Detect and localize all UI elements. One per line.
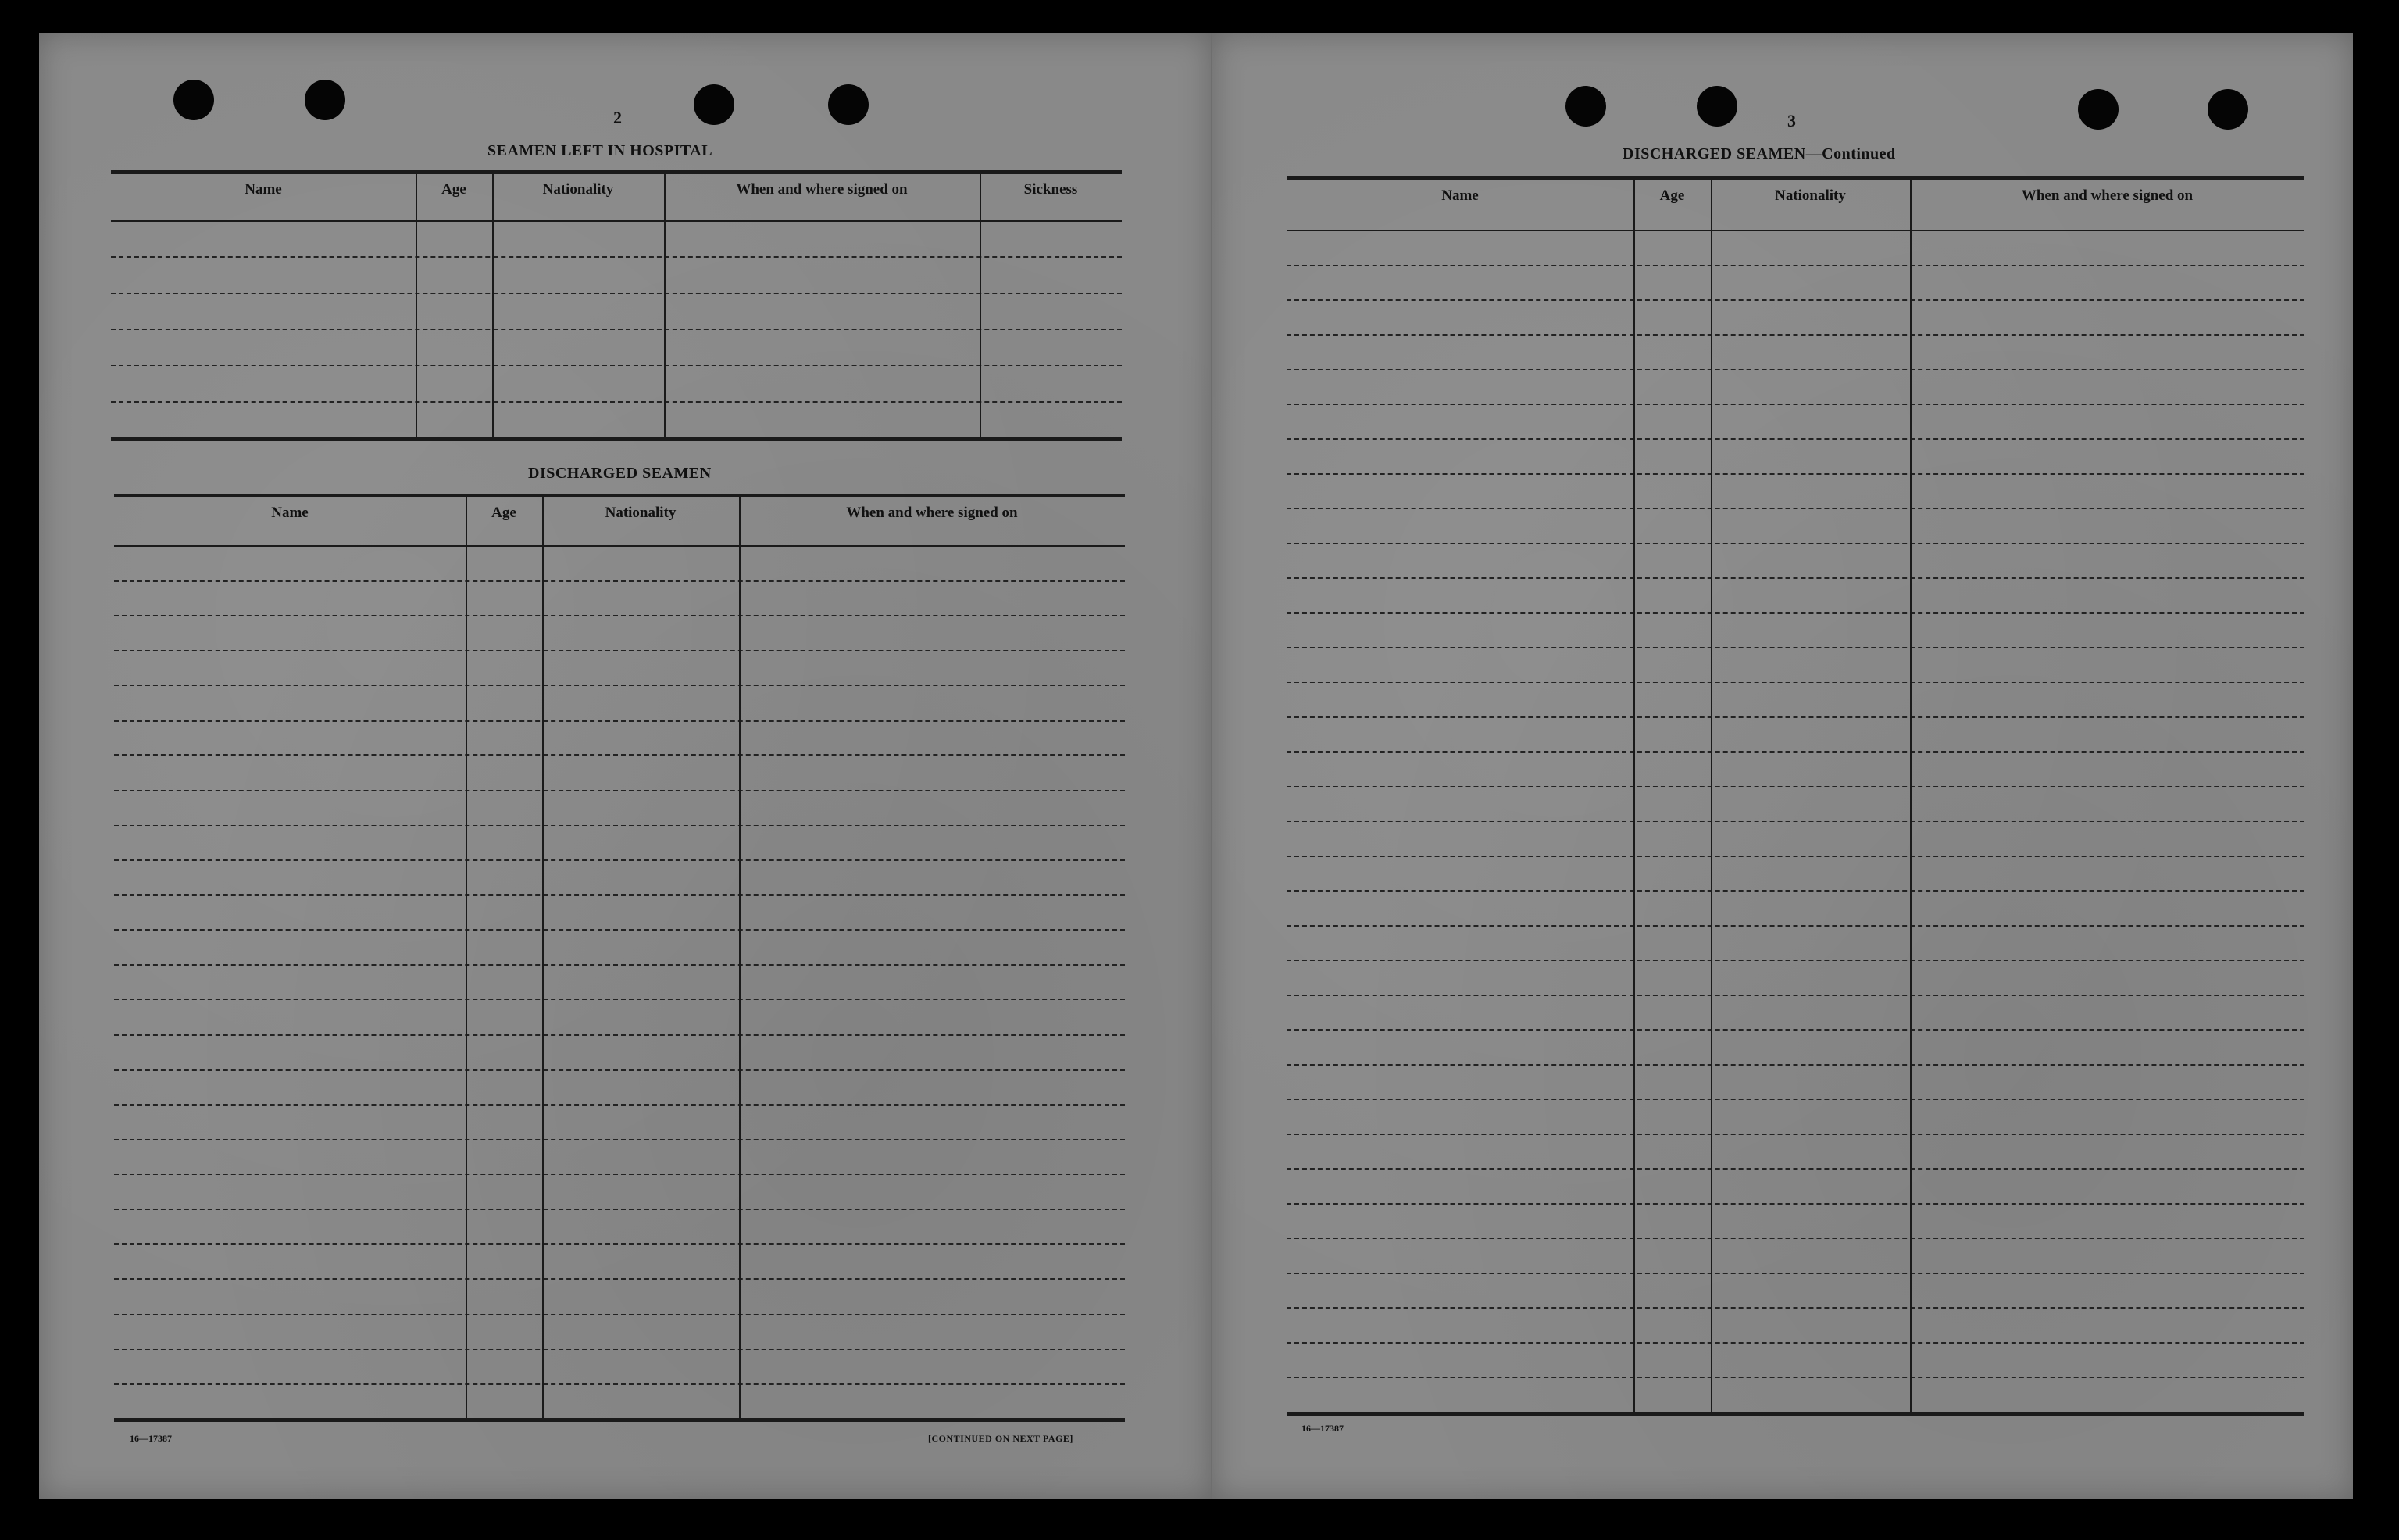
- left-form-page: [39, 33, 1211, 1499]
- entry-row-line: [1287, 786, 2304, 787]
- column-divider: [466, 497, 467, 1420]
- page-number: 3: [1787, 111, 1796, 130]
- entry-row-line: [114, 615, 1125, 616]
- punch-hole: [1697, 86, 1737, 127]
- entry-row-line: [1287, 1134, 2304, 1135]
- table-top-rule: [1287, 176, 2304, 180]
- entry-row-line: [1287, 1377, 2304, 1378]
- column-header-name: Name: [271, 504, 309, 521]
- punch-hole: [828, 84, 869, 125]
- column-header-when-and-where-signed-on: When and where signed on: [846, 504, 1018, 521]
- column-divider: [492, 173, 494, 439]
- entry-row-line: [1287, 334, 2304, 336]
- right-form-page: [1211, 33, 2353, 1499]
- punch-hole: [173, 80, 214, 120]
- entry-row-line: [1287, 890, 2304, 892]
- entry-row-line: [1287, 1342, 2304, 1344]
- entry-row-line: [1287, 751, 2304, 753]
- column-header-age: Age: [1659, 187, 1685, 204]
- entry-row-line: [1287, 1238, 2304, 1239]
- entry-row-line: [111, 256, 1122, 258]
- entry-row-line: [114, 1104, 1125, 1106]
- entry-row-line: [1287, 508, 2304, 509]
- discharged-section-title: DISCHARGED SEAMEN: [528, 465, 712, 482]
- column-divider: [1711, 180, 1712, 1413]
- entry-row-line: [114, 1069, 1125, 1071]
- column-header-when-and-where-signed-on: When and where signed on: [2021, 187, 2194, 204]
- column-header-nationality: Nationality: [605, 504, 677, 521]
- column-divider: [1633, 180, 1635, 1413]
- form-code: 16—17387: [130, 1433, 172, 1444]
- entry-row-line: [114, 1349, 1125, 1350]
- entry-row-line: [1287, 1307, 2304, 1309]
- entry-row-line: [114, 650, 1125, 651]
- entry-row-line: [1287, 995, 2304, 996]
- table-top-rule: [111, 170, 1122, 174]
- entry-row-line: [1287, 369, 2304, 370]
- column-header-name: Name: [1441, 187, 1479, 204]
- discharged-continued-title: DISCHARGED SEAMEN—Continued: [1623, 145, 1896, 162]
- entry-row-line: [114, 720, 1125, 722]
- entry-row-line: [111, 365, 1122, 366]
- entry-row-line: [1287, 1168, 2304, 1170]
- punch-hole: [694, 84, 734, 125]
- column-header-nationality: Nationality: [542, 181, 614, 198]
- header-bottom-rule: [111, 220, 1122, 222]
- table-top-rule: [114, 494, 1125, 497]
- entry-row-line: [114, 999, 1125, 1000]
- column-header-sickness: Sickness: [1023, 181, 1078, 198]
- column-divider: [980, 173, 981, 439]
- entry-row-line: [114, 894, 1125, 896]
- entry-row-line: [1287, 1099, 2304, 1100]
- column-divider: [416, 173, 417, 439]
- entry-row-line: [114, 1383, 1125, 1385]
- column-header-when-and-where-signed-on: When and where signed on: [736, 181, 908, 198]
- punch-hole: [2208, 89, 2248, 130]
- entry-row-line: [1287, 856, 2304, 857]
- punch-hole: [1565, 86, 1606, 127]
- column-divider: [664, 173, 666, 439]
- column-divider: [1910, 180, 1912, 1413]
- entry-row-line: [114, 790, 1125, 791]
- column-divider: [542, 497, 544, 1420]
- punch-hole: [305, 80, 345, 120]
- entry-row-line: [114, 859, 1125, 861]
- entry-row-line: [111, 293, 1122, 294]
- entry-row-line: [114, 1034, 1125, 1036]
- entry-row-line: [1287, 1273, 2304, 1274]
- punch-hole: [2078, 89, 2119, 130]
- hospital-section-title: SEAMEN LEFT IN HOSPITAL: [487, 142, 713, 159]
- column-divider: [739, 497, 741, 1420]
- header-bottom-rule: [114, 545, 1125, 547]
- entry-row-line: [114, 964, 1125, 966]
- entry-row-line: [1287, 1203, 2304, 1205]
- header-bottom-rule: [1287, 230, 2304, 231]
- entry-row-line: [1287, 647, 2304, 648]
- form-code: 16—17387: [1301, 1423, 1344, 1434]
- entry-row-line: [1287, 299, 2304, 301]
- entry-row-line: [1287, 473, 2304, 475]
- entry-row-line: [1287, 682, 2304, 683]
- entry-row-line: [1287, 716, 2304, 718]
- entry-row-line: [1287, 821, 2304, 822]
- table-bottom-rule: [1287, 1412, 2304, 1416]
- entry-row-line: [114, 929, 1125, 931]
- entry-row-line: [1287, 925, 2304, 927]
- entry-row-line: [114, 1174, 1125, 1175]
- entry-row-line: [1287, 577, 2304, 579]
- entry-row-line: [111, 329, 1122, 330]
- entry-row-line: [111, 401, 1122, 403]
- entry-row-line: [1287, 960, 2304, 961]
- column-header-name: Name: [245, 181, 282, 198]
- entry-row-line: [114, 1209, 1125, 1210]
- page-number: 2: [613, 108, 622, 127]
- entry-row-line: [1287, 265, 2304, 266]
- table-bottom-rule: [114, 1418, 1125, 1422]
- entry-row-line: [114, 825, 1125, 826]
- entry-row-line: [1287, 404, 2304, 405]
- entry-row-line: [114, 1243, 1125, 1245]
- entry-row-line: [1287, 1064, 2304, 1066]
- column-header-age: Age: [491, 504, 516, 521]
- entry-row-line: [114, 1139, 1125, 1140]
- entry-row-line: [114, 1314, 1125, 1315]
- entry-row-line: [114, 685, 1125, 686]
- entry-row-line: [114, 1278, 1125, 1280]
- entry-row-line: [114, 754, 1125, 756]
- table-bottom-rule: [111, 437, 1122, 441]
- entry-row-line: [114, 580, 1125, 582]
- entry-row-line: [1287, 543, 2304, 544]
- entry-row-line: [1287, 612, 2304, 614]
- continuation-note: [CONTINUED ON NEXT PAGE]: [928, 1433, 1073, 1444]
- entry-row-line: [1287, 438, 2304, 440]
- column-header-nationality: Nationality: [1775, 187, 1846, 204]
- entry-row-line: [1287, 1029, 2304, 1031]
- column-header-age: Age: [441, 181, 466, 198]
